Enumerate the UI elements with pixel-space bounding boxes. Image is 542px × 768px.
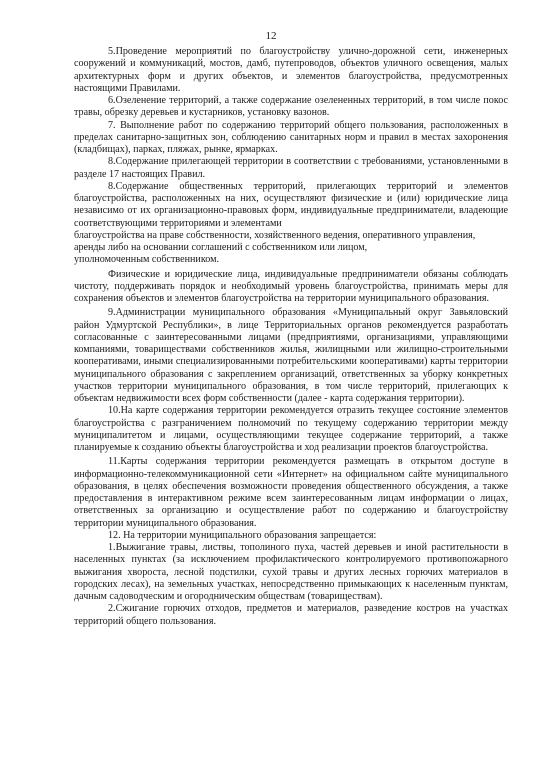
paragraph-9-territory-maps: 9.Администрации муниципального образования «Муниципальный округ Завьяловский район Удмуртской Республики», в лице Территориальных органов рекомендуется разработать согласованные с заинтересованными лицами (предприятиями, организациями, управляющими компаниями, товариществами собственников жилья, жилищными или жилищно-строительными кооперативами, иными специализированными потребительскими кооперативами) карты территории муниципального образования с закреплением организаций, ответственных за уборку конкретных участков территории муниципального образования, в том числе территорий, прилегающих к объектам недвижимости всех форм собственности (далее - карта содержания территории). (74, 307, 508, 404)
paragraph-10-map-contents: 10.На карте содержания территории рекомендуется отразить текущее состояние элементов благоустройства с разграничением полномочий по текущему содержанию территории между муниципалитетом и лицами, осуществляющими текущее содержание территорий, а также планируемые к созданию объекты благоустройства и ход реализации проектов благоустройства. (74, 405, 508, 453)
paragraph-7-public-areas: 7. Выполнение работ по содержанию территорий общего пользования, расположенных в пределах санитарно-защитных зон, соблюдению санитарных норм и правил в местах захоронения (кладбищах), парках, пляжах, рынке, ярмарках. (74, 119, 508, 155)
paragraph-12-2-burning-waste: 2.Сжигание горючих отходов, предметов и материалов, разведение костров на участках территорий общего пользования. (74, 603, 508, 627)
paragraph-11-map-publication: 11.Карты содержания территории рекомендуется размещать в открытом доступе в информационно-телекоммуникационной сети «Интернет» на официальном сайте муниципального образования, в целях обеспечения возможности проведения общественного обсуждения, а также предоставления в интерактивном режиме всем заинтересованным лицам информации о лицах, ответственных за организацию и осуществление работ по содержанию и благоустройству территории муниципального образования. (74, 456, 508, 529)
paragraph-6-landscaping: 6.Озеленение территорий, а также содержание озелененных территорий, в том числе покос травы, обрезку деревьев и кустарников, установку вазонов. (74, 95, 508, 119)
paragraph-5-improvement-measures: 5.Проведение мероприятий по благоустройству улично-дорожной сети, инженерных сооружений и коммуникаций, мостов, дамб, путепроводов, объектов уличного освещения, малых архитектурных форм и других объектов, и элементов благоустройства, предусмотренных настоящими Правилами. (74, 46, 508, 94)
document-body (74, 46, 508, 628)
page-number: 12 (265, 30, 277, 42)
paragraph-12-prohibitions-heading: 12. На территории муниципального образования запрещается: (108, 529, 377, 541)
paragraph-ownership-rights: благоустройства на праве собственности, хозяйственного ведения, оперативного управления, аренды либо на основании соглашений с собственником или лицом, (74, 229, 476, 253)
paragraph-12-1-burning-vegetation: 1.Выжигание травы, листвы, тополиного пуха, частей деревьев и иной растительности в населенных пунктах (за исключением профилактического контролируемого противопожарного выжигания хвороста, лесной подстилки, сухой травы и других лесных горючих материалов в городских лесах), на земельных участках, непосредственно примыкающих к населенным пунктам, дачным садоводческим и огородническим обществам (товариществам). (74, 542, 508, 602)
paragraph-8-adjacent-territory: 8.Содержание прилегающей территории в соответствии с требованиями, установленными в разделе 17 настоящих Правил. (74, 156, 508, 180)
paragraph-8-maintenance-responsibility: 8.Содержание общественных территорий, прилегающих территорий и элементов благоустройства, расположенных на них, осуществляют физические и (или) юридические лица независимо от их организационно-правовых форм, индивидуальные предприниматели, владеющие соответствующими территориями и элементами (74, 180, 508, 229)
paragraph-cleanliness-obligation: Физические и юридические лица, индивидуальные предприниматели обязаны соблюдать чистоту, поддерживать порядок и необходимый уровень благоустройства, принимать меры для сохранения объектов и элементов благоустройства на территории муниципального образования. (74, 268, 508, 304)
paragraph-authorized-person: уполномоченным собственником. (74, 254, 219, 266)
